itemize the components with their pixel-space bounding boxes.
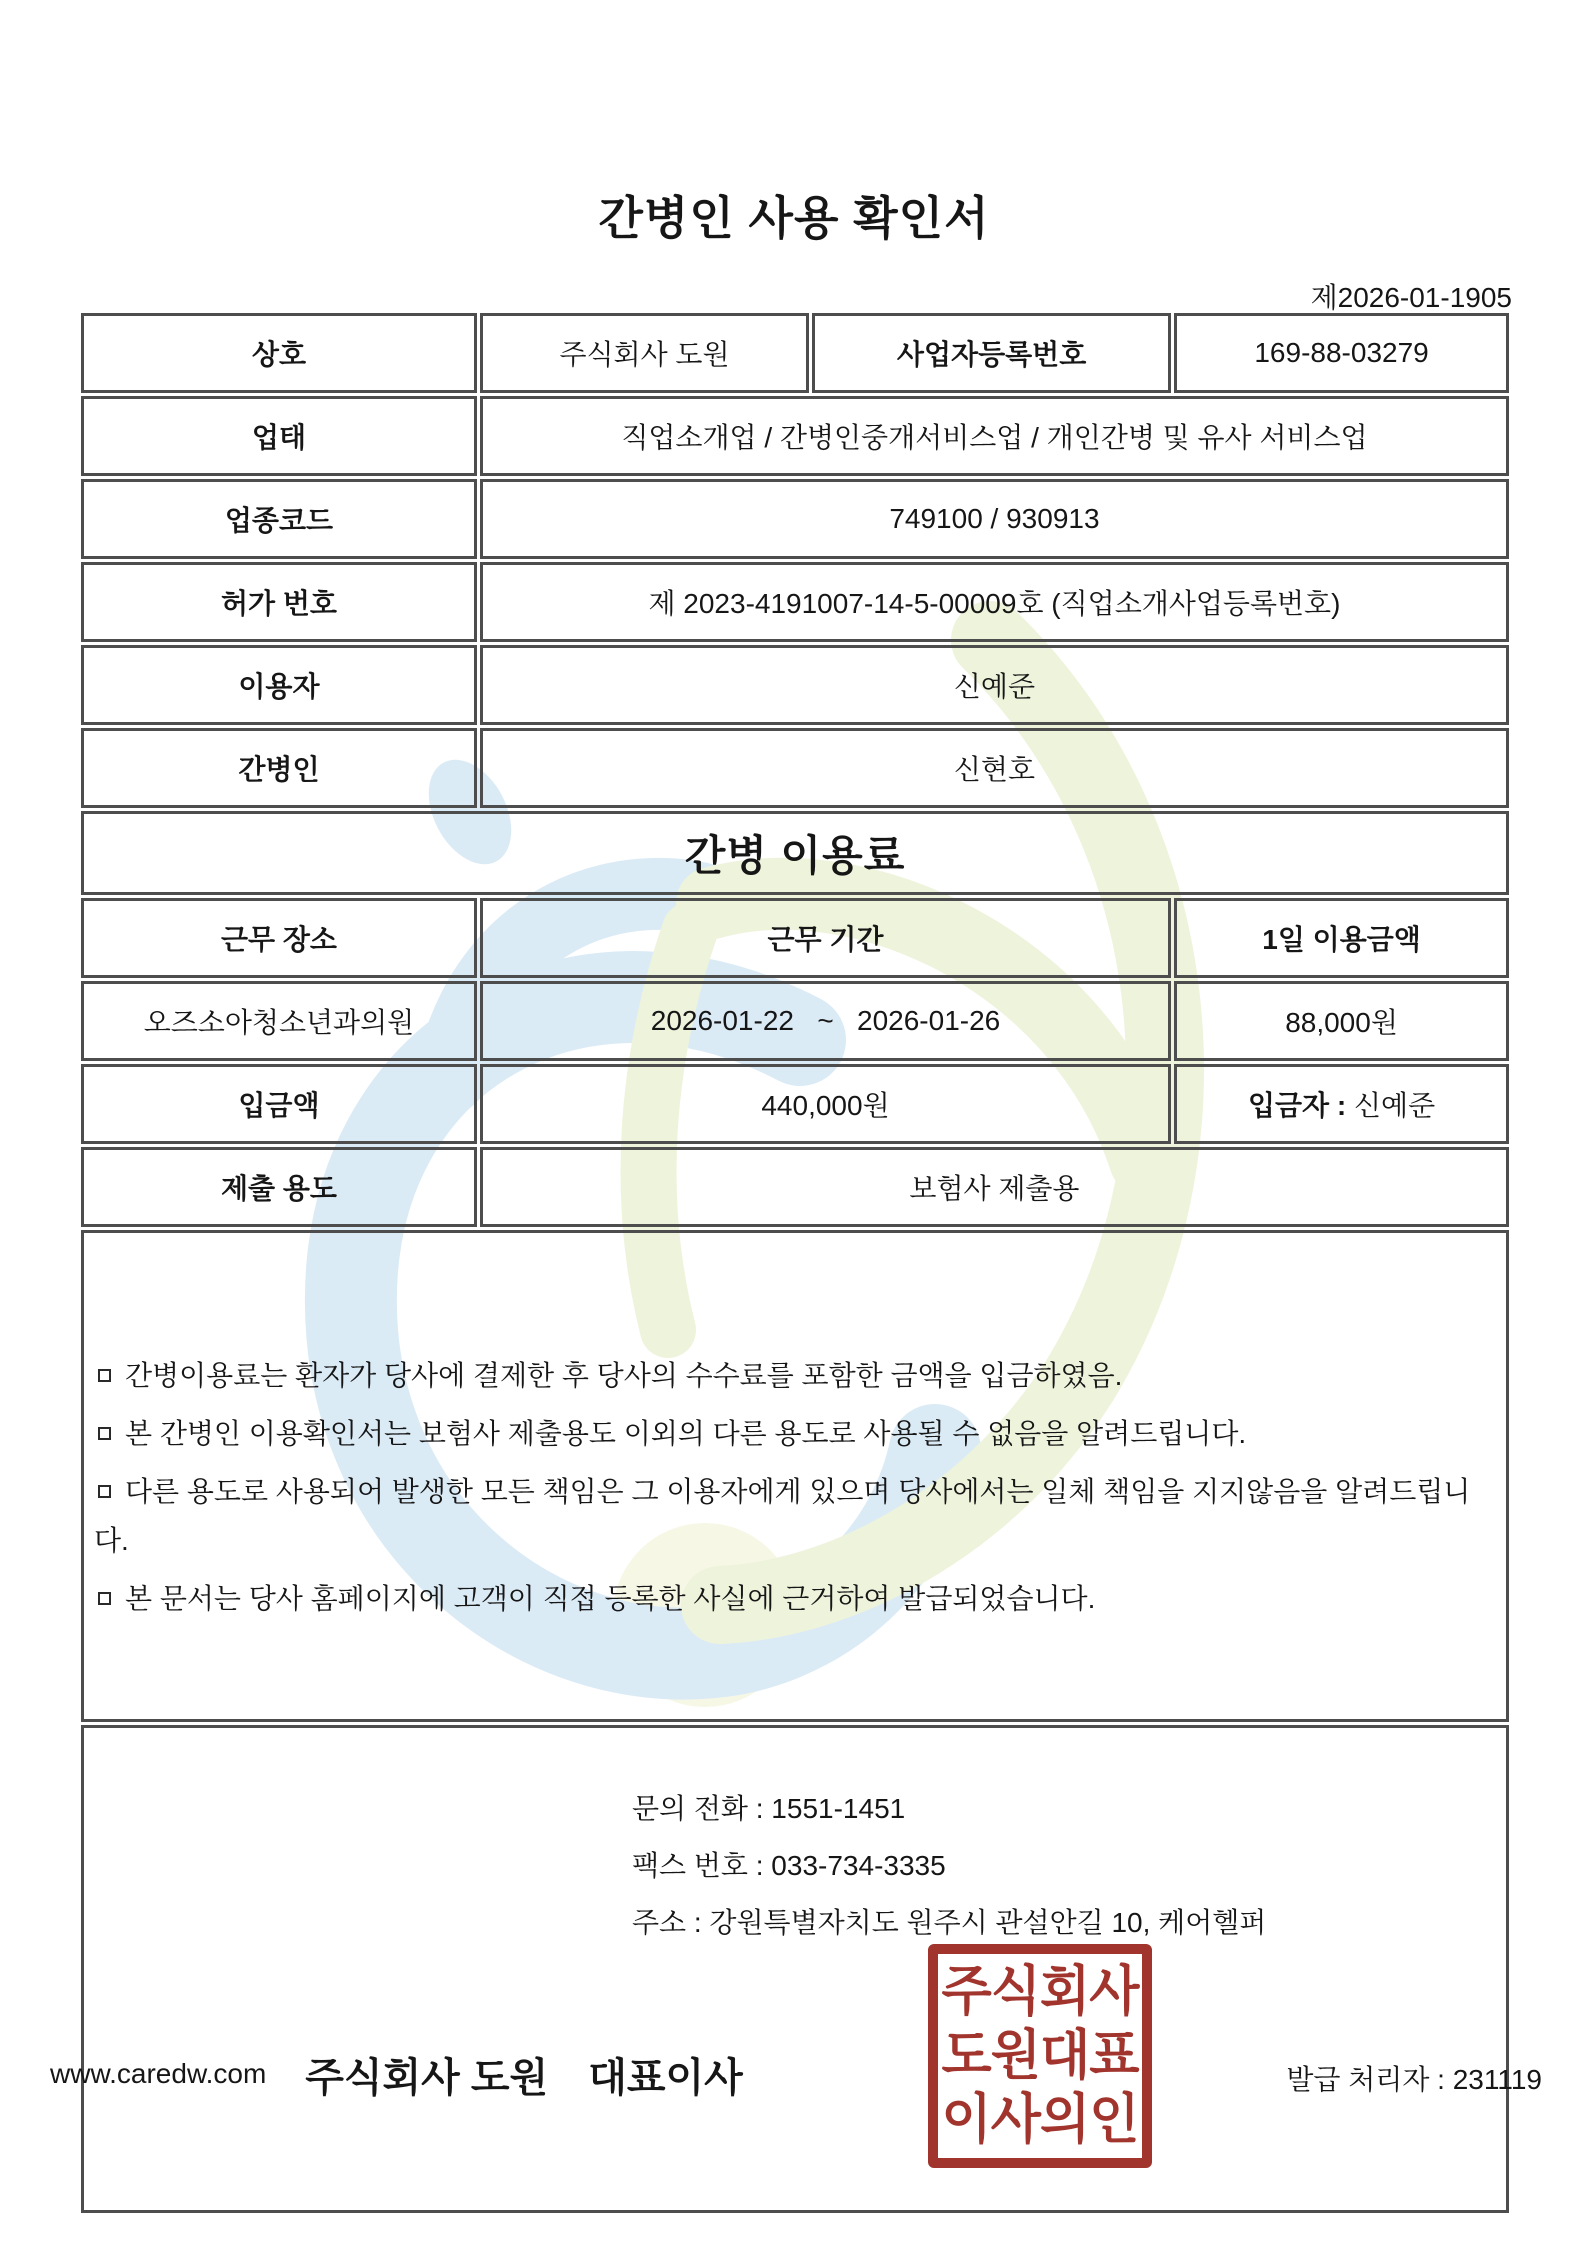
- note-item: [94, 1351, 1488, 1400]
- table-row-signature: [81, 1725, 1509, 2213]
- purpose-value: 보험사 제출용: [480, 1147, 1509, 1227]
- biz-type-value: 직업소개업 / 간병인중개서비스업 / 개인간병 및 유사 서비스업: [480, 396, 1509, 476]
- notes-block: [81, 1230, 1509, 1722]
- biz-type-label: 업태: [81, 396, 477, 476]
- note-text: 본 문서는 당사 홈페이지에 고객이 직접 등록한 사실에 근거하여 발급되었습니다.: [125, 1583, 1096, 1614]
- document-number: 제2026-01-1905: [1310, 282, 1512, 313]
- note-item: [94, 1574, 1488, 1623]
- workplace-value: 오즈소아청소년과의원: [81, 981, 477, 1061]
- square-bullet-icon: [98, 1369, 111, 1382]
- note-text: 다른 용도로 사용되어 발생한 모든 책임은 그 이용자에게 있으며 당사에서는 일체 책임을 지지않음을 알려드립니다.: [94, 1476, 1471, 1556]
- deposit-label: 입금액: [81, 1064, 477, 1144]
- user-label: 이용자: [81, 645, 477, 725]
- table-row-user: [81, 645, 1509, 725]
- table-row-biz-type: [81, 396, 1509, 476]
- seal-row: 주식회사: [941, 1961, 1139, 2023]
- note-item: [94, 1409, 1488, 1458]
- square-bullet-icon: [98, 1427, 111, 1440]
- purpose-label: 제출 용도: [81, 1147, 477, 1227]
- period-label: 근무 기간: [480, 898, 1171, 978]
- contact-phone: 문의 전화 : 1551-1451: [632, 1793, 906, 1824]
- biz-reg-value: 169-88-03279: [1174, 313, 1509, 393]
- table-row-fee-values: [81, 981, 1509, 1061]
- table-row-purpose: [81, 1147, 1509, 1227]
- table-row-deposit: [81, 1064, 1509, 1144]
- caregiver-value: 신현호: [480, 728, 1509, 808]
- signature-company: 주식회사 도원: [305, 2056, 549, 2100]
- confirmation-table: [78, 310, 1512, 2216]
- seal-row: 이사의인: [941, 2089, 1139, 2151]
- caregiver-label: 간병인: [81, 728, 477, 808]
- deposit-value: 440,000원: [480, 1064, 1171, 1144]
- industry-code-value: 749100 / 930913: [480, 479, 1509, 559]
- table-row-permit: [81, 562, 1509, 642]
- corporate-seal-stamp: [928, 1944, 1152, 2168]
- contact-fax: 팩스 번호 : 033-734-3335: [632, 1850, 946, 1881]
- daily-fee-label: 1일 이용금액: [1174, 898, 1509, 978]
- square-bullet-icon: [98, 1592, 111, 1605]
- depositor-label: 입금자 :: [1247, 1090, 1347, 1121]
- company-label: 상호: [81, 313, 477, 393]
- note-item: [94, 1467, 1488, 1565]
- workplace-label: 근무 장소: [81, 898, 477, 978]
- footer-issuer: 발급 처리자 : 231119: [1286, 2064, 1542, 2095]
- note-text: 본 간병인 이용확인서는 보험사 제출용도 이외의 다른 용도로 사용될 수 없음을 알려드립니다.: [125, 1418, 1247, 1449]
- table-row-notes: [81, 1230, 1509, 1722]
- footer-website: www.caredw.com: [50, 2058, 267, 2089]
- table-row-caregiver: [81, 728, 1509, 808]
- company-value: 주식회사 도원: [480, 313, 809, 393]
- biz-reg-label: 사업자등록번호: [812, 313, 1171, 393]
- table-row-fee-header: [81, 898, 1509, 978]
- table-row-industry-code: [81, 479, 1509, 559]
- fee-section-title: 간병 이용료: [81, 811, 1509, 895]
- daily-fee-value: 88,000원: [1174, 981, 1509, 1061]
- depositor-value: 신예준: [1346, 1090, 1436, 1121]
- table-row-company: [81, 313, 1509, 393]
- table-row-section-title: [81, 811, 1509, 895]
- signature-block: [81, 1725, 1509, 2213]
- page-footer: [0, 2058, 1588, 2098]
- signature-role: 대표이사: [588, 2056, 743, 2100]
- contact-info: [632, 1780, 1266, 1951]
- depositor-cell: [1174, 1064, 1509, 1144]
- contact-address: 주소 : 강원특별자치도 원주시 관설안길 10, 케어헬퍼: [632, 1907, 1267, 1938]
- seal-row: 도원대표: [941, 2025, 1139, 2087]
- permit-value: 제 2023-4191007-14-5-00009호 (직업소개사업등록번호): [480, 562, 1509, 642]
- note-text: 간병이용료는 환자가 당사에 결제한 후 당사의 수수료를 포함한 금액을 입금하였음.: [125, 1360, 1123, 1391]
- user-value: 신예준: [480, 645, 1509, 725]
- period-value: 2026-01-22 ~ 2026-01-26: [480, 981, 1171, 1061]
- industry-code-label: 업종코드: [81, 479, 477, 559]
- page-title: 간병인 사용 확인서: [598, 192, 990, 244]
- permit-label: 허가 번호: [81, 562, 477, 642]
- square-bullet-icon: [98, 1485, 111, 1498]
